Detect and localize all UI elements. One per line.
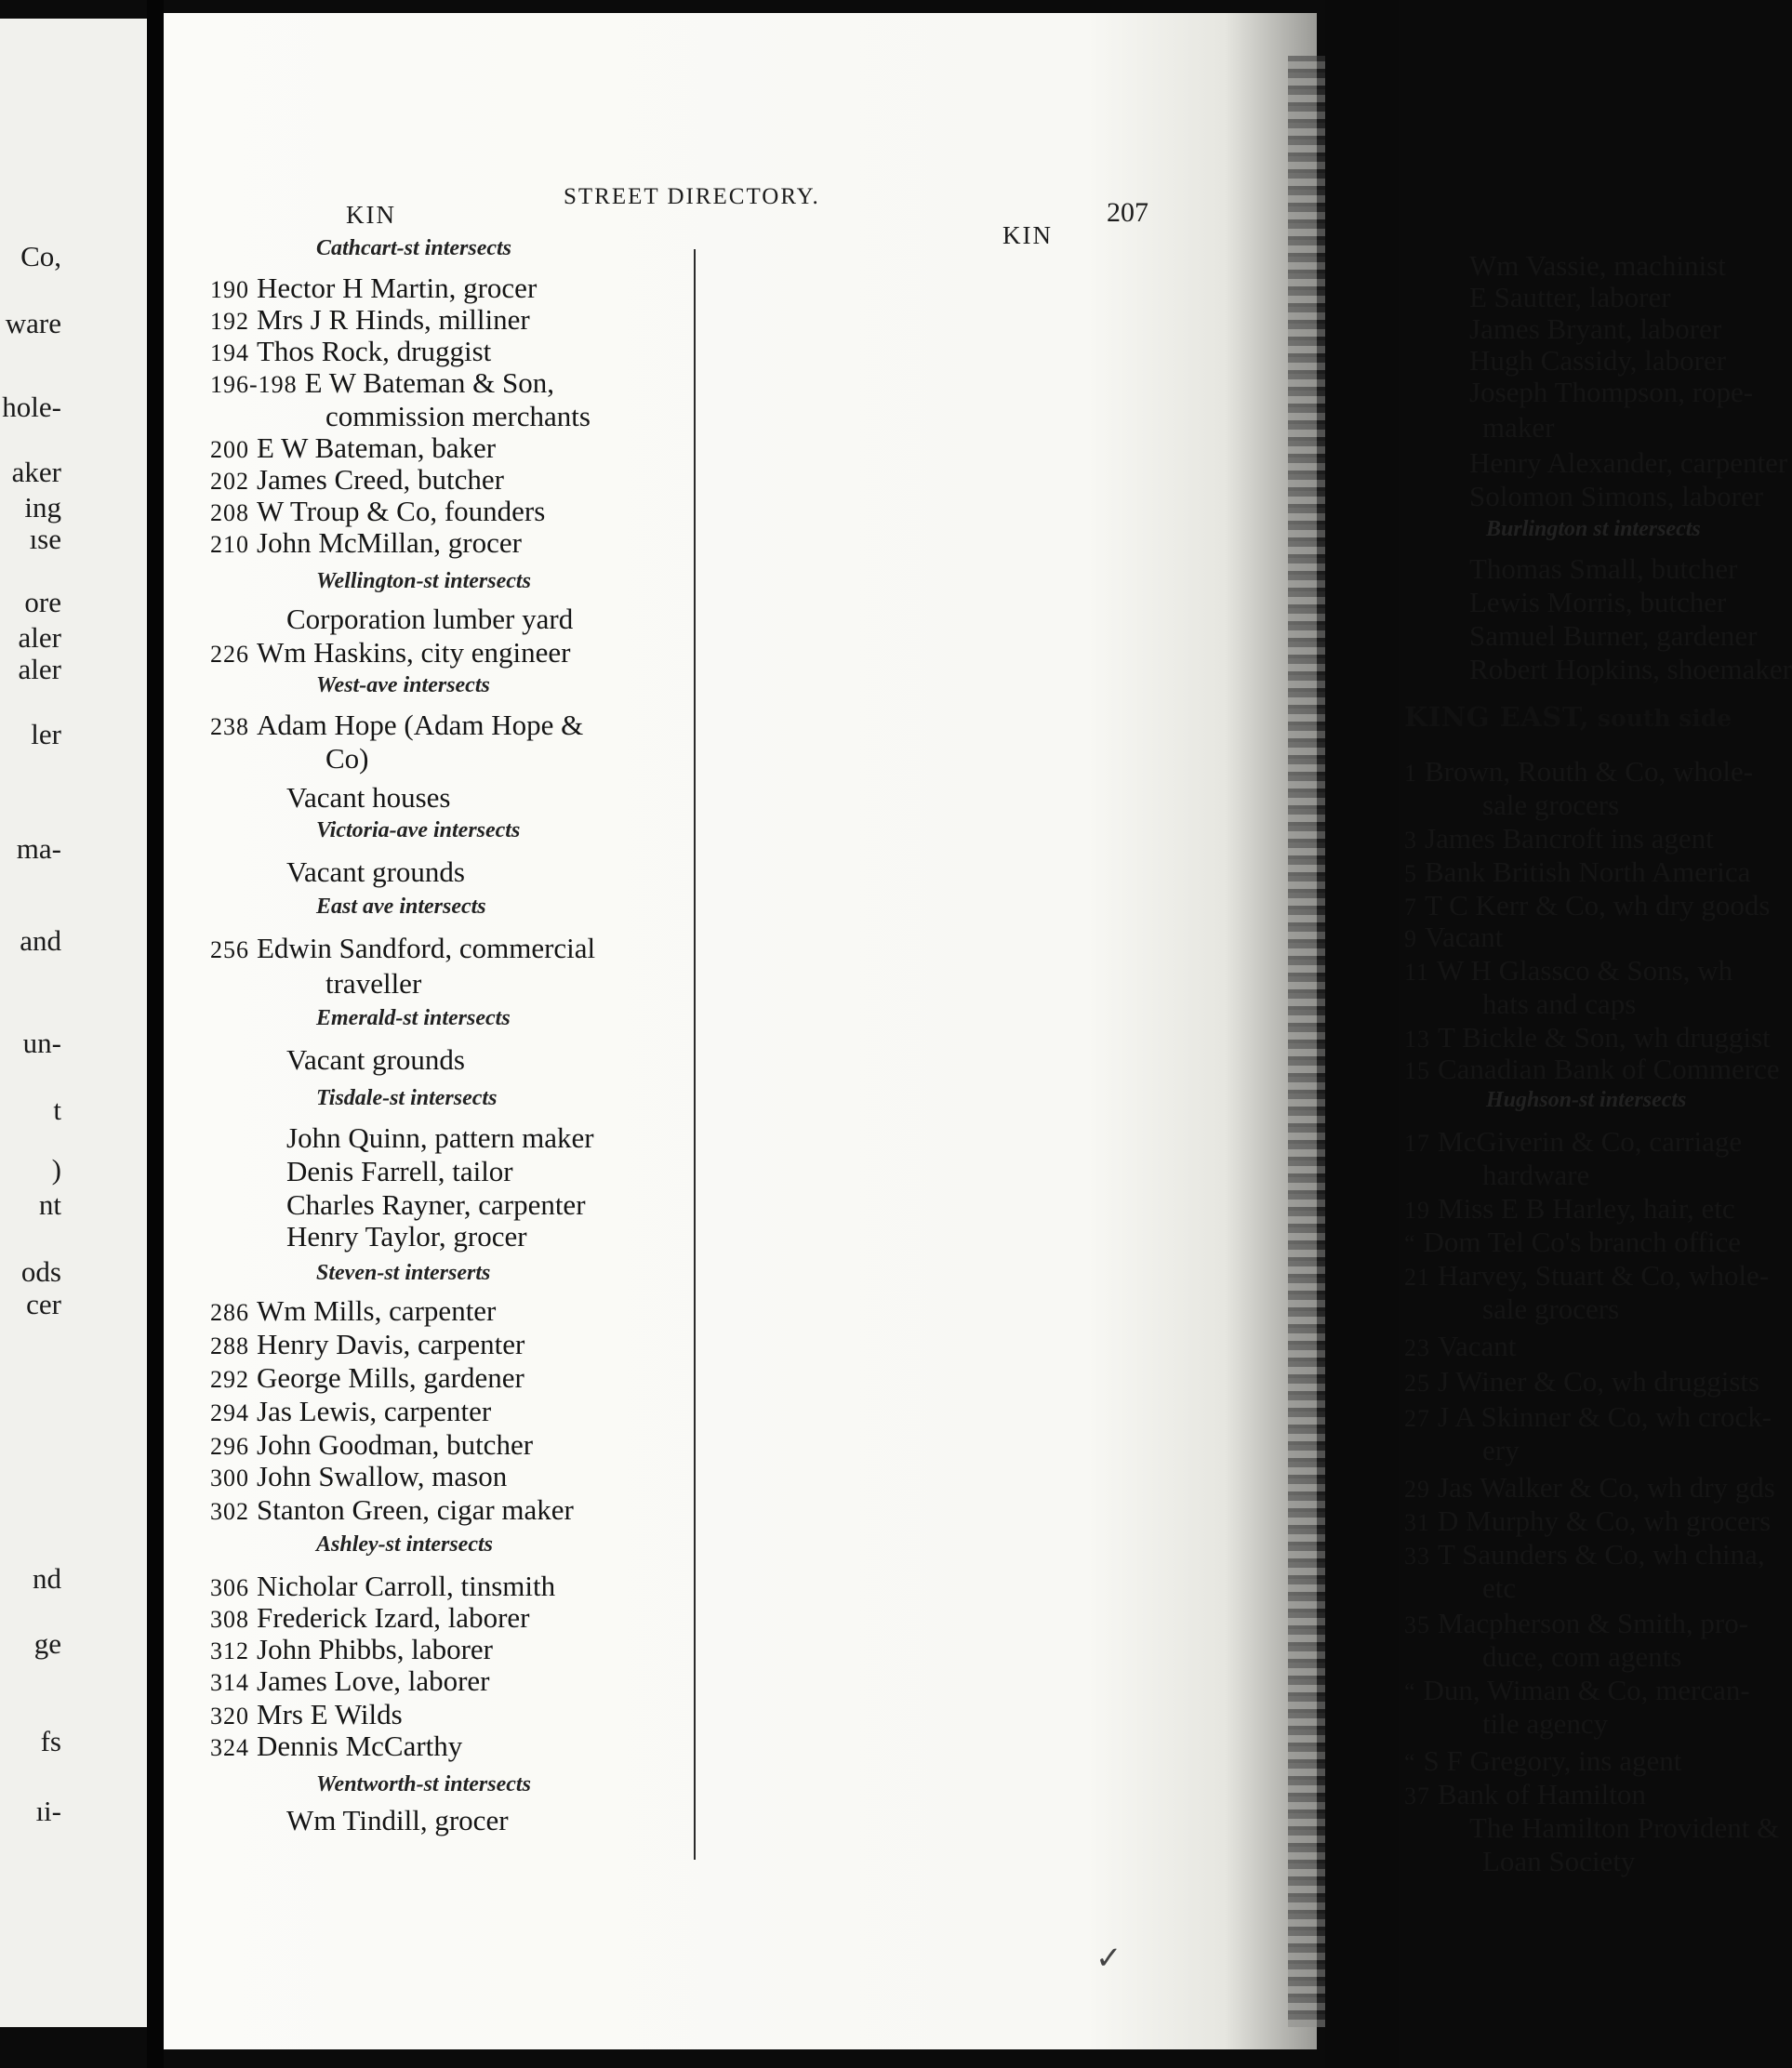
directory-entry — [210, 932, 595, 967]
directory-entry — [210, 495, 545, 530]
directory-entry — [1404, 1053, 1780, 1088]
occupant-text: Vacant — [1425, 921, 1504, 953]
occupant-text: Nicholar Carroll, tinsmith — [257, 1570, 556, 1602]
street-number: 302 — [210, 1498, 249, 1525]
directory-entry — [1404, 1365, 1759, 1400]
occupant-text: Robert Hopkins, shoemaker — [1469, 653, 1792, 685]
occupant-text: John Phibbs, laborer — [257, 1633, 494, 1665]
street-number: 27 — [1404, 1405, 1430, 1432]
previous-page-fragment: nt — [38, 1188, 61, 1221]
street-number: 17 — [1404, 1130, 1430, 1157]
street-name: KING EAST, — [1404, 701, 1590, 733]
entry-continuation: Co) — [325, 742, 369, 775]
previous-page-fragment: ing — [24, 491, 61, 524]
occupant-text: James Bryant, laborer — [1469, 312, 1722, 345]
previous-page-fragment: Co, — [20, 240, 61, 272]
directory-entry — [1469, 653, 1792, 686]
directory-entry — [1404, 1538, 1765, 1573]
occupant-text: E W Bateman, baker — [257, 431, 497, 464]
occupant-text: Vacant houses — [286, 781, 451, 814]
previous-page-fragment: t — [53, 1094, 61, 1126]
occupant-text: Thos Rock, druggist — [257, 335, 492, 367]
street-number: 286 — [210, 1299, 249, 1326]
street-number: 200 — [210, 436, 249, 463]
street-number: 292 — [210, 1366, 249, 1393]
street-number: 194 — [210, 339, 249, 366]
entry-continuation: commission merchants — [325, 400, 591, 432]
street-number: 19 — [1404, 1197, 1430, 1224]
occupant-text: J Winer & Co, wh druggists — [1438, 1365, 1760, 1398]
street-number: 33 — [1404, 1543, 1430, 1570]
street-number: 7 — [1404, 894, 1417, 921]
street-number: 21 — [1404, 1264, 1430, 1291]
street-number: 320 — [210, 1703, 249, 1730]
occupant-text: E Sautter, laborer — [1469, 281, 1671, 313]
directory-entry — [210, 1328, 524, 1363]
directory-entry — [210, 463, 504, 498]
occupant-text: Wm Tindill, grocer — [286, 1804, 509, 1836]
occupant-text: Dom Tel Co's branch office — [1423, 1226, 1742, 1258]
occupant-text: J A Skinner & Co, wh crock- — [1438, 1400, 1772, 1433]
directory-entry — [286, 1804, 509, 1837]
street-number: 238 — [210, 713, 249, 740]
left-running-head: KIN — [346, 201, 396, 229]
directory-entry — [286, 1220, 527, 1253]
occupant-text: Wm Haskins, city engineer — [257, 636, 571, 669]
occupant-text: John Goodman, butcher — [257, 1428, 534, 1461]
occupant-text: W Troup & Co, founders — [257, 495, 546, 527]
occupant-text: Henry Alexander, carpenter — [1469, 446, 1788, 479]
occupant-text: Edwin Sandford, commercial — [257, 932, 596, 964]
street-number: 3 — [1404, 827, 1417, 854]
directory-entry — [210, 366, 554, 402]
directory-entry — [210, 636, 570, 671]
street-number: 324 — [210, 1734, 249, 1761]
directory-entry — [1404, 755, 1753, 790]
directory-entry — [1469, 552, 1737, 586]
entry-continuation: Loan Society — [1482, 1845, 1636, 1877]
directory-entry — [1404, 1400, 1772, 1436]
previous-page-fragment: ge — [33, 1627, 61, 1660]
occupant-text: Miss E B Harley, hair, etc — [1438, 1192, 1735, 1225]
previous-page-fragment: ıi- — [35, 1795, 61, 1827]
occupant-text: Vacant grounds — [286, 1043, 465, 1076]
occupant-text: Wm Mills, carpenter — [257, 1294, 497, 1327]
directory-entry — [1404, 1125, 1742, 1160]
street-number: 208 — [210, 499, 249, 526]
directory-entry — [1404, 1505, 1771, 1540]
occupant-text: Stanton Green, cigar maker — [257, 1493, 574, 1526]
street-number: 256 — [210, 936, 249, 963]
occupant-text: Henry Taylor, grocer — [286, 1220, 527, 1253]
entry-continuation: ery — [1482, 1434, 1520, 1466]
directory-entry — [1404, 822, 1714, 857]
street-number: 202 — [210, 468, 249, 495]
street-number: 312 — [210, 1637, 249, 1664]
directory-entry — [210, 1428, 533, 1464]
occupant-text: Harvey, Stuart & Co, whole- — [1438, 1259, 1770, 1292]
directory-entry — [1469, 446, 1787, 480]
page-number: 207 — [1107, 197, 1148, 228]
street-number: 25 — [1404, 1370, 1430, 1397]
intersection-heading: Steven-st interserts — [316, 1261, 491, 1285]
directory-entry — [1469, 281, 1671, 314]
occupant-text: S F Gregory, ins agent — [1423, 1744, 1682, 1777]
occupant-text: McGiverin & Co, carriage — [1438, 1125, 1743, 1158]
occupant-text: Bank of Hamilton — [1438, 1778, 1646, 1810]
intersection-heading: Cathcart-st intersects — [316, 236, 512, 260]
occupant-text: T Bickle & Son, wh druggist — [1438, 1021, 1771, 1054]
intersection-heading: Tisdale-st intersects — [316, 1086, 498, 1110]
entry-continuation: maker — [1482, 411, 1555, 444]
directory-entry — [1404, 1778, 1646, 1813]
directory-entry — [210, 1633, 493, 1668]
occupant-text: Frederick Izard, laborer — [257, 1601, 530, 1634]
directory-entry — [286, 781, 450, 815]
intersection-heading: Ashley-st intersects — [316, 1532, 493, 1557]
occupant-text: James Love, laborer — [257, 1664, 490, 1697]
directory-entry — [1469, 312, 1721, 346]
intersection-heading: West-ave intersects — [316, 673, 490, 697]
previous-page-fragment: aler — [18, 621, 61, 654]
directory-entry — [1469, 249, 1726, 283]
page-title: STREET DIRECTORY. — [564, 184, 820, 209]
intersection-heading: Hughson-st intersects — [1486, 1088, 1687, 1112]
occupant-text: Jas Lewis, carpenter — [257, 1395, 492, 1427]
occupant-text: Hugh Cassidy, laborer — [1469, 344, 1727, 377]
previous-page-fragment: ore — [24, 586, 61, 618]
previous-page-fragment: ler — [31, 718, 61, 750]
occupant-text: Charles Rayner, carpenter — [286, 1188, 586, 1221]
street-number: 196-198 — [210, 371, 298, 398]
street-number: 35 — [1404, 1611, 1430, 1638]
directory-entry — [210, 1460, 507, 1495]
occupant-text: Corporation lumber yard — [286, 603, 574, 635]
street-number: 306 — [210, 1574, 249, 1601]
directory-entry — [210, 431, 496, 467]
occupant-text: Solomon Simons, laborer — [1469, 480, 1764, 512]
directory-entry — [1404, 1744, 1681, 1780]
occupant-text: Macpherson & Smith, pro- — [1438, 1607, 1749, 1639]
directory-entry — [1404, 889, 1770, 924]
intersection-heading: Burlington st intersects — [1486, 517, 1701, 541]
directory-entry — [286, 1043, 465, 1077]
occupant-text: Mrs J R Hinds, milliner — [257, 303, 530, 336]
street-number: 11 — [1404, 959, 1430, 986]
directory-entry — [286, 1155, 513, 1188]
page-edge-stack — [1288, 56, 1325, 2027]
directory-entry — [1404, 1259, 1769, 1294]
occupant-text: George Mills, gardener — [257, 1361, 524, 1394]
occupant-text: Joseph Thompson, rope- — [1469, 376, 1754, 408]
previous-page-fragment: and — [20, 924, 61, 957]
occupant-text: Jas Walker & Co, wh dry gds — [1438, 1471, 1775, 1504]
directory-entry — [210, 1361, 524, 1397]
directory-entry — [210, 335, 491, 370]
directory-entry — [210, 1664, 489, 1700]
street-number: 5 — [1404, 860, 1417, 887]
directory-entry — [286, 1188, 586, 1222]
directory-entry — [1404, 1471, 1775, 1506]
street-number: 288 — [210, 1332, 249, 1359]
directory-entry — [286, 603, 573, 636]
occupant-text: James Creed, butcher — [257, 463, 504, 496]
previous-page-fragment: cer — [26, 1288, 61, 1320]
occupant-text: W H Glassco & Sons, wh — [1437, 954, 1733, 987]
directory-entry — [1404, 855, 1750, 891]
previous-page-fragment: aker — [11, 456, 61, 488]
previous-page-fragment: ıse — [29, 523, 61, 555]
previous-page-fragment: ods — [20, 1255, 61, 1288]
occupant-text: Vacant grounds — [286, 855, 465, 888]
entry-continuation: sale grocers — [1482, 789, 1620, 821]
occupant-text: E W Bateman & Son, — [304, 366, 555, 399]
street-number: 23 — [1404, 1334, 1430, 1361]
directory-entry — [1404, 954, 1732, 989]
directory-entry — [1404, 1330, 1516, 1365]
directory-entry — [1404, 1607, 1748, 1642]
street-number: 296 — [210, 1433, 249, 1460]
occupant-text: Adam Hope (Adam Hope & — [257, 709, 584, 741]
intersection-heading: East ave intersects — [316, 895, 486, 919]
occupant-text: Brown, Routh & Co, whole- — [1425, 755, 1754, 788]
previous-page-fragment: fs — [40, 1725, 61, 1757]
previous-page-fragment: ware — [5, 307, 61, 339]
directory-entry — [1404, 1674, 1750, 1709]
street-number: 29 — [1404, 1476, 1430, 1503]
directory-entry — [210, 303, 530, 338]
previous-page-fragment: hole- — [2, 391, 61, 423]
directory-entry — [286, 1121, 594, 1155]
directory-entry — [210, 1493, 574, 1529]
occupant-text: D Murphy & Co, wh grocers — [1438, 1505, 1772, 1537]
pencil-check-mark: ✓ — [1095, 1942, 1122, 1976]
occupant-text: Denis Farrell, tailor — [286, 1155, 513, 1187]
directory-entry — [1404, 1021, 1771, 1056]
street-number: 9 — [1404, 925, 1417, 952]
street-number: “ — [1404, 1678, 1416, 1705]
entry-continuation: traveller — [325, 967, 422, 1000]
street-number: 210 — [210, 531, 249, 558]
entry-continuation: sale grocers — [1482, 1292, 1620, 1325]
occupant-text: Dun, Wiman & Co, mercan- — [1423, 1674, 1750, 1706]
occupant-text: Wm Vassie, machinist — [1469, 249, 1726, 282]
directory-entry — [1469, 619, 1758, 653]
right-running-head: KIN — [1002, 221, 1053, 249]
street-number: “ — [1404, 1230, 1416, 1257]
occupant-text: John Quinn, pattern maker — [286, 1121, 594, 1154]
column-divider — [694, 249, 696, 1860]
occupant-text: John Swallow, mason — [257, 1460, 508, 1492]
directory-entry — [286, 855, 465, 889]
directory-entry — [1469, 1811, 1779, 1845]
previous-page-fragment: aler — [18, 653, 61, 685]
street-number: 190 — [210, 276, 249, 303]
occupant-text: Samuel Burner, gardener — [1469, 619, 1758, 652]
street-number: 31 — [1404, 1509, 1430, 1536]
occupant-text: Dennis McCarthy — [257, 1730, 463, 1762]
occupant-text: T C Kerr & Co, wh dry goods — [1425, 889, 1771, 921]
occupant-text: James Bancroft ins agent — [1425, 822, 1714, 855]
directory-entry — [210, 526, 522, 562]
directory-entry — [1469, 344, 1726, 378]
occupant-text: Lewis Morris, butcher — [1469, 586, 1727, 618]
occupant-text: Bank British North America — [1425, 855, 1751, 888]
entry-continuation: hats and caps — [1482, 988, 1637, 1020]
street-number: 192 — [210, 308, 249, 335]
intersection-heading: Wentworth-st intersects — [316, 1772, 531, 1796]
street-section-heading — [1404, 701, 1732, 733]
intersection-heading: Emerald-st intersects — [316, 1006, 511, 1030]
previous-page-fragment: ) — [51, 1153, 61, 1186]
book-gutter — [147, 0, 164, 2068]
directory-entry — [210, 1395, 491, 1430]
street-number: “ — [1404, 1749, 1416, 1776]
directory-entry — [1404, 921, 1503, 956]
entry-continuation: duce, com agents — [1482, 1640, 1682, 1673]
entry-continuation: tile agency — [1482, 1707, 1609, 1740]
directory-entry — [210, 1570, 555, 1605]
street-number: 294 — [210, 1399, 249, 1426]
occupant-text: T Saunders & Co, wh china, — [1438, 1538, 1765, 1571]
occupant-text: Thomas Small, butcher — [1469, 552, 1738, 585]
street-side: south side — [1589, 705, 1732, 732]
street-number: 300 — [210, 1465, 249, 1491]
directory-entry — [210, 1730, 462, 1765]
scan-border — [1325, 0, 1399, 2068]
directory-entry — [1469, 376, 1753, 409]
directory-entry — [1404, 1226, 1741, 1261]
previous-page-fragment: un- — [22, 1027, 61, 1059]
street-number: 314 — [210, 1669, 249, 1696]
directory-entry — [210, 272, 537, 307]
occupant-text: Canadian Bank of Commerce — [1438, 1053, 1780, 1085]
previous-page-fragment: nd — [33, 1562, 61, 1595]
previous-page-fragment: ma- — [16, 832, 61, 865]
directory-entry — [210, 1601, 529, 1637]
occupant-text: The Hamilton Provident & — [1469, 1811, 1780, 1844]
street-number: 226 — [210, 641, 249, 668]
occupant-text: Henry Davis, carpenter — [257, 1328, 525, 1360]
entry-continuation: hardware — [1482, 1159, 1590, 1191]
directory-entry — [1469, 586, 1726, 619]
occupant-text: Mrs E Wilds — [257, 1698, 403, 1730]
entry-continuation: etc — [1482, 1571, 1517, 1604]
directory-entry — [210, 1698, 403, 1733]
intersection-heading: Wellington-st intersects — [316, 569, 531, 593]
intersection-heading: Victoria-ave intersects — [316, 818, 521, 842]
directory-entry — [210, 1294, 496, 1330]
street-number: 13 — [1404, 1026, 1430, 1053]
occupant-text: Hector H Martin, grocer — [257, 272, 538, 304]
street-number: 1 — [1404, 760, 1417, 787]
previous-page-edge — [0, 19, 147, 2027]
directory-entry — [1404, 1192, 1735, 1227]
street-number: 37 — [1404, 1783, 1430, 1810]
occupant-text: John McMillan, grocer — [257, 526, 522, 559]
occupant-text: Vacant — [1438, 1330, 1517, 1362]
directory-entry — [210, 709, 583, 744]
street-number: 308 — [210, 1606, 249, 1633]
directory-entry — [1469, 480, 1763, 513]
street-number: 15 — [1404, 1057, 1430, 1084]
